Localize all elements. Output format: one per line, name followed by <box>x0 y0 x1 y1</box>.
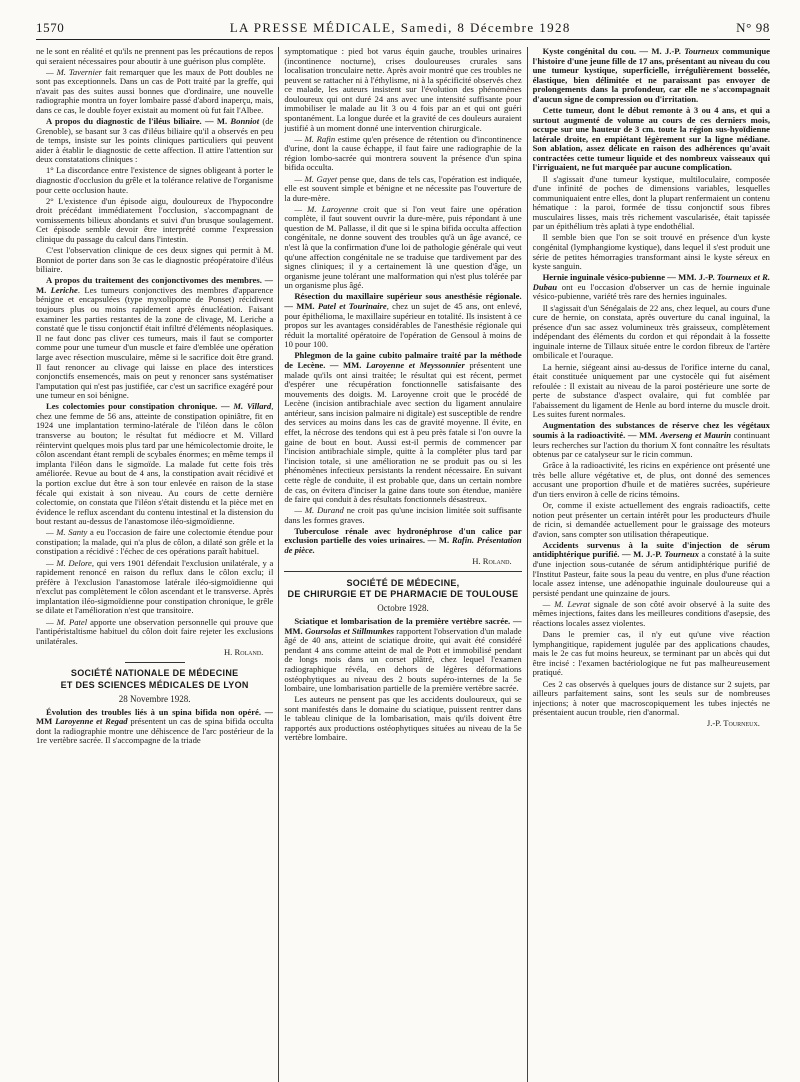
paragraph-text: a constaté à la suite d'une injection sous-cutanée de sérum antidiphtérique purifié de l'Institut Pasteur, faite sous la peau du ventre, en plus d'une réaction locale assez intense, une adénopathie inguinale douloureuse qui a persisté pendant une quinzaine de jours. <box>532 549 770 598</box>
society-heading: SOCIÉTÉ NATIONALE DE MÉDECINE <box>70 668 239 679</box>
paragraph <box>36 276 273 401</box>
session-date: 28 Novembre 1928. <box>118 693 191 704</box>
paragraph: Il semble bien que l'on se soit trouvé en présence d'un kyste congénital (lymphangiome kystique), dans lequel il s'est produit une série de petites hémorragies transformant ainsi le kyste séreux en kyste sanguin. <box>532 232 770 272</box>
section-heading: Augmentation des substances de réserve chez les végétaux soumis à la radioactivité. — MM. <box>532 420 770 441</box>
author-name: — M. Santy <box>46 527 88 538</box>
paragraph-text: pense que, dans de tels cas, l'opération est indiquée, elle est souvent simple et bénigne et ne nécessite pas l'ouverture de la dure-mère. <box>284 173 522 203</box>
section-heading: Kyste congénital du cou. — M. J.-P. <box>542 47 685 56</box>
author-name: Laroyenne et Regad <box>55 716 128 727</box>
author-name: Bonniot <box>230 116 260 127</box>
paragraph <box>284 506 521 525</box>
paragraph <box>36 528 273 557</box>
column-2 <box>284 47 521 1082</box>
section-heading: A propos du traitement des conjonctivomes des membres. — M. <box>36 275 274 295</box>
paragraph: Il s'agissait d'un Sénégalais de 22 ans, chez lequel, au cours d'une cure de hernie, on constata, après ouverture du canal inguinal, la présence d'un sac assez volumineux très graisseux, complètement indépendant des éléments du cordon et qui répondait à la fossette inguinale interne de Tillaux située entre le cordon fibreux de l'artère ombilicale et l'ouraque. <box>532 302 770 361</box>
society-heading: SOCIÉTÉ DE MÉDECINE, <box>346 577 460 588</box>
article-columns <box>36 47 770 1082</box>
section-heading: Accidents survenus à la suite d'injection de sérum antidiphtérique purifié. — M. J.-P. <box>532 539 770 560</box>
paragraph <box>284 351 521 504</box>
section-heading: A propos du diagnostic de l'iléus biliaire. — M. <box>46 116 231 127</box>
paragraph-text: présentent un cas de spina bifida occulta dont la radiographie montre une déhiscence de l'arc postérieur de la 1re vertèbre sacrée. Il s'accompagne de la triade <box>36 716 274 746</box>
paragraph: Il s'agissait d'une tumeur kystique, multiloculaire, composée d'une infinité de poches de dimensions variables, lesquelles communiquaient entre elles, dont la plupart renfermaient un contenu hématique : la paroi, formée de tissu conjonctif sous fibres musculaires lisses, mais très richement vascularisée, était tapissée par un épithélium très aplati à type endothélial. <box>532 173 770 232</box>
paragraph <box>284 617 521 694</box>
author-name: Leriche <box>50 284 78 295</box>
section-heading: Hernie inguinale vésico-pubienne — MM. J.-P. <box>542 272 717 283</box>
author-name: — M. Levrat <box>542 598 590 609</box>
society-heading: DE CHIRURGIE ET DE PHARMACIE DE TOULOUSE <box>287 589 519 600</box>
paragraph <box>284 175 521 204</box>
paragraph-text: signale de son côté avoir observé à la suite des mêmes injections, faites dans les meilleures conditions d'asepsie, des réactions locales assez violentes. <box>532 598 770 629</box>
paragraph: La hernie, siégeant ainsi au-dessus de l'orifice interne du canal, était constituée uniquement par une cystocèle qui fut aisément refoulée : Il existait au niveau de la paroi postérieure une sorte de perte de substance d'aspect ovalaire, qui fut comblée par l'abaissement du ligament de Henle au bord interne du muscle droit. Les suites furent normales. <box>532 361 770 420</box>
author-name: Tourneux <box>664 549 699 560</box>
section-heading: Évolution des troubles liés à un spina bifida non opéré. — MM <box>36 706 274 727</box>
divider <box>125 662 185 663</box>
section-heading: Phlegmon de la gaine cubito palmaire traité par la méthode de Lecène. — MM. <box>284 350 522 370</box>
author-name: — M. Durand <box>294 505 344 516</box>
signature: J.-P. Tourneux. <box>706 718 760 729</box>
author-name: Tourneux <box>684 47 719 56</box>
author-name: Tourneux et R. Dubau <box>532 272 770 292</box>
section-heading: Tuberculose rénale avec hydronéphrose d'un calice par exclusion partielle des voies urinaires. — M. <box>284 525 522 546</box>
divider <box>284 571 521 572</box>
paragraph: Cette tumeur, dont le début remonte à 3 ou 4 ans, et qui a surtout augmenté de volume au cours de ces derniers mois, occupe sur une hauteur de 3 cm. toute la région sus-hyoïdienne latérale droite, en empiétant légèrement sur la ligne médiane. Son ablation, assez délicate en raison des adhérences qu'avait contractées cette tumeur liquide et des nombreux vaisseaux qui l'irriguaient, ne fut marquée par aucune complication. <box>532 104 770 173</box>
author-name: Laroyenne et Meyssonnier <box>365 360 465 370</box>
author-name: Averseng et Maurin <box>660 430 732 441</box>
page-header <box>36 20 770 40</box>
author-name: M. Villard <box>233 401 272 412</box>
section-heading: Les colectomies pour constipation chronique. — <box>46 401 234 412</box>
author-name: Rafin. Présentation de pièce. <box>284 535 522 555</box>
paragraph <box>36 559 273 616</box>
paragraph-text: ont eu l'occasion d'observer un cas de hernie inguinale vésico-pubienne, variété très rare des hernies inguinales. <box>532 281 770 302</box>
paragraph <box>36 708 273 746</box>
author-name: — M. Tavernier <box>46 66 102 77</box>
page-number: 1570 <box>36 20 65 35</box>
paragraph-text: , chez un sujet de 45 ans, ont enlevé, pour épithélioma, le maxillaire supérieur en totalité. Ils insistent à ce propos sur les avantages considérables de l'anesthésie régionale qui réduit la mortalité opératoire de l'opération de Gensoul à moins de 10 pour 100. <box>284 301 522 350</box>
column-1 <box>36 47 273 1082</box>
author-name: — M. Gayet <box>294 173 338 184</box>
paragraph-text: (de Grenoble), se basant sur 3 cas d'iléus biliaire qu'il a observés en peu de temps, insiste sur les points cliniques particuliers qui peuvent aider à établir le diagnostic de cette affection. Il attire l'attention sur deux constatations cliniques : <box>36 116 274 165</box>
paragraph <box>533 273 770 302</box>
author-name: Patel et Tourinaire <box>317 301 387 312</box>
paragraph-text: estime qu'en présence de rétention ou d'incontinence d'urine, dont la cause échappe, il faut faire une radiographie de la région lombo-sacrée qui montrera souvent la présence d'un spina bifida occulta. <box>284 133 522 173</box>
paragraph: symptomatique : pied bot varus équin gauche, troubles urinaires (incontinence nocturne), crises douloureuses crurales sans localisation tronculaire nette. Après avoir montré que ces troubles ne peuvent se rattacher ni à l'éthylisme, ni à la spécificité observés chez ce malade, les auteurs insistent sur l'évolution des phénomènes douloureux qui ont duré 24 ans avec une intensité suffisante pour immobiliser le malade au lit 3 ou 4 fois par an et qui ont guéri spontanément. La longue durée et la gravité de ces douleurs auraient justifié à un moment donné une intervention chirurgicale. <box>284 47 522 133</box>
paragraph-text: , chez une femme de 56 ans, atteinte de constipation opiniâtre, fit en 1924 une implantation termino-latérale de l'iléon dans le côlon transverse au bouton; le résultat fut médiocre et M. Villard réintervint quelques mois plus tard par une hémicolectomie droite, le côlon ascendant étant rempli de scybales énormes; en même temps il implanta l'iléon dans le sigmoïde. La malade fut cette fois très améliorée. Revue au bout de 4 ans, la constipation avait récidivé et la portion exclue dut être à son tour enlevée en raison de la stase fécale qui existait à son niveau. Au cours de cette dernière colectomie, on constata que l'iléon s'était distendu et la pièce met en évidence le reflux ascendant du contenu intestinal et la distension du bout restant au-dessus de l'anastomose iléo-sigmoïdienne. <box>36 401 274 527</box>
paragraph <box>284 135 521 173</box>
paragraph: 1° La discordance entre l'existence de signes obligeant à porter le diagnostic d'occlusion du grêle et la tolérance relative de l'organisme pour cette occlusion haute. <box>36 165 274 195</box>
paragraph <box>533 421 770 459</box>
section-heading: Sciatique et lombarisation de la première vertèbre sacrée. — MM. <box>284 616 522 636</box>
paragraph-text: . Les tumeurs conjonctives des membres d'apparence bénigne et encapsulées (type myxolipome de Ponset) récidivent toujours plus ou moins rapidement après énucléation. Faisant examiner les parties restantes de la zone de clivage, M. Leriche a constaté que le tissu conjonctif était infiltré d'éléments néoplasiques. Il ne faut donc pas cliver ces tumeurs, mais il faut se comporter comme pour une tumeur d'un muscle et faire d'emblée une opération large avec résection musculaire, même si le sacrifice doit être grand. Il faut renoncer au clivage qui laisse en place des interstices conjonctifs ensemencés, mais on peut y renoncer sans systématiser l'amputation qui n'est pas justifiée, car c'est un sacrifice exagéré pour une tumeur en soi bénigne. <box>36 284 274 401</box>
column-rule <box>527 47 528 1082</box>
column-3 <box>533 47 770 1082</box>
issue-number: N° 98 <box>736 20 770 35</box>
paragraph-text: ne croit pas qu'une incision limitée soit suffisante dans les formes graves. <box>284 505 522 525</box>
author-name: — M. Patel <box>46 616 88 627</box>
paragraph <box>533 47 770 104</box>
paragraph <box>36 402 273 527</box>
paragraph <box>284 527 521 556</box>
author-name: — M. Laroyenne <box>294 203 359 214</box>
section-heading: Résection du maxillaire supérieur sous anesthésie régionale. — MM. <box>284 291 522 312</box>
paragraph: Grâce à la radioactivité, les ricins en expérience ont présenté une très belle allure végétative et, de plus, ont donné des semences accusant une proportion d'huile et de matières sucrées, supérieure d'un tiers environ à celle de ricins témoins. <box>532 460 770 500</box>
paragraph-text: apporte une observation personnelle qui prouve que l'antipéristaltisme habituel du côlon doit faire rejeter les exclusions unilatérales. <box>36 616 274 646</box>
paragraph: Or, comme il existe actuellement des engrais radioactifs, cette notion peut présenter un certain intérêt pour les producteurs d'huile de ricin, si demandée actuellement pour le graissage des moteurs d'avion, sans compter son utilisation thérapeutique. <box>532 500 770 539</box>
paragraph: ne le sont en réalité et qu'ils ne prennent pas les précautions de repos qui seraient nécessaires pour aboutir à une guérison plus complète. <box>36 47 274 66</box>
paragraph <box>284 205 521 291</box>
journal-title: LA PRESSE MÉDICALE, Samedi, 8 Décembre 1928 <box>229 20 571 35</box>
paragraph <box>533 541 770 598</box>
paragraph <box>36 68 273 116</box>
paragraph <box>533 600 770 629</box>
paragraph-text: , qui vers 1901 défendait l'exclusion unilatérale, y a rapidement renoncé en raison du reflux dans le côlon exclu; il préfère à l'exclusion l'anastomose latérale iléo-sigmoïdienne qui n'exclut pas complètement le côlon ascendant et le transverse. Après implantation iléo-sigmoïdienne pour constipation chronique, le grêle se dilate et l'amélioration n'est que transitoire. <box>36 557 274 616</box>
society-heading: ET DES SCIENCES MÉDICALES DE LYON <box>60 680 249 691</box>
paragraph <box>36 618 273 647</box>
paragraph <box>36 117 273 165</box>
paragraph-text: communique l'histoire d'une jeune fille de 17 ans, présentant au niveau du cou une tumeur kystique, superficielle, irrégulièrement bosselée, élastique, bien délimitée et ne paraissant pas envoyer de prolongements dans la profondeur, car elle ne s'accompagnait d'aucun signe de compression ou d'irritation. <box>532 47 770 104</box>
paragraph: Dans le premier cas, il n'y eut qu'une vive réaction lymphangitique, rapidement jugulée par des applications chaudes, mais le 2e cas fut moins heureux, se terminant par un abcès qui dut être incisé : l'examen bactériologique ne fut pas malheureusement pratiqué. <box>532 629 770 678</box>
author-name: Goursolas et Stillmunkes <box>304 625 395 636</box>
paragraph-text: présentent une malade qu'ils ont ainsi traitée; le résultat qui est récent, permet d'espérer une récupération fonctionnelle satisfaisante des mouvements des doigts. M. Laroyenne croit que le procédé de Lecène (incision antibrachiale avec section du ligament annulaire antérieur, sans incision palmaire ni digitale) est susceptible de rendre des services au moins dans les cas de gravité moyenne. Il évite, en effet, la nécrose des tendons qui est à peu près fatale si l'on ouvre la gaine de bout en bout. Aussi est-il permis de commencer par l'incision antibrachiale simple, quitte à la compléter plus tard par l'incision totale, si une amélioration ne se produit pas ou si les phénomènes infectieux persistants la rendent nécessaire. En suivant cette règle de conduite, il est probable que, dans un certain nombre de cas, on évitera d'inciser la gaine dans toute son étendue, manière de faire qui conduit à des résultats fonctionnels désastreux. <box>284 360 522 505</box>
signature: H. Roland. <box>223 646 264 657</box>
paragraph-text: fait remarquer que les maux de Pott doubles ne sont pas exceptionnels. Dans un cas de Pott traité par la greffe, qui n'avait pas des suites aussi bonnes que d'ordinaire, une nouvelle radiographie montra un foyer lombaire passé d'abord inaperçu, mais, dans ce cas, le double foyer existait au moment où fut fait l'Albee. <box>36 66 274 115</box>
signature: H. Roland. <box>472 556 512 567</box>
paragraph-text: rapportent l'observation d'un malade âgé de 40 ans, atteint de sciatique droite, qui avait été considéré pendant 4 ans comme atteint de mal de Pott et immobilisé pendant de longs mois dans un corset plâtré, chez lequel l'examen radiographique révéla, en dehors de légères déformations ostéophytiques au niveau des 2 bouts supéro-internes de la 5e lombaire, une lombarisation partielle de la première vertèbre sacrée. <box>284 625 522 694</box>
paragraph: C'est l'observation clinique de ces deux signes qui permit à M. Bonniot de porter dans son 3e cas le diagnostic préopératoire d'iléus biliaire. <box>36 245 274 275</box>
paragraph-text: continuant leurs recherches sur l'action du thorium X font connaître les résultats obtenus par ce catalyseur sur le ricin commun. <box>532 430 770 460</box>
session-date: Octobre 1928. <box>377 603 429 614</box>
column-rule <box>278 47 279 1082</box>
author-name: — M. Delore <box>46 557 92 568</box>
paragraph-text: a eu l'occasion de faire une colectomie étendue pour constipation; la malade, qui n'a plus de côlon, a dilaté son grêle et la constipation a récidivé : l'échec de ces opérations paraît habituel. <box>36 527 274 557</box>
paragraph: 2° L'existence d'un épisode aigu, douloureux de l'hypocondre droit précédant immédiatement l'occlusion, s'accompagnant de vomissements bilieux abondants et suivi d'un brusque soulagement. Cet épisode semble devoir être interprété comme l'expression clinique du passage du calcul dans l'intestin. <box>36 195 274 244</box>
paragraph <box>284 292 521 349</box>
paragraph: Ces 2 cas observés à quelques jours de distance sur 2 sujets, par ailleurs parfaitement sains, sont les seuls sur de nombreuses injections; à noter que macroscopiquement les tubes injectés ne présentaient aucun trouble, rien d'anormal. <box>532 678 770 718</box>
author-name: — M. Rafin <box>294 133 336 144</box>
paragraph-text: croit que si l'on veut faire une opération complète, il faut souvent ouvrir la dure-mère, puis répondant à une question de M. Pallasse, il dit que si le spina bifida occulta affection congénitale, ne donne souvent des troubles qu'à un âge avancé, ce n'est là que la confirmation d'une loi de pathologie générale qui veut qu'une affection congénitale ne se traduise que tardivement par des signes cliniques; il y a certainement là une question d'âge, un organisme jeune tolérant une malformation qui n'est plus tolérée par un organisme plus âgé. <box>284 203 522 291</box>
paragraph: Les auteurs ne pensent pas que les accidents douloureux, qui se sont manifestés dans le domaine du sciatique, puissent rentrer dans le tableau clinique de la lombarisation, mais qu'ils doivent être rapportés aux productions ostéophytiques situées au niveau de la 5e vertèbre lombaire. <box>284 694 522 743</box>
